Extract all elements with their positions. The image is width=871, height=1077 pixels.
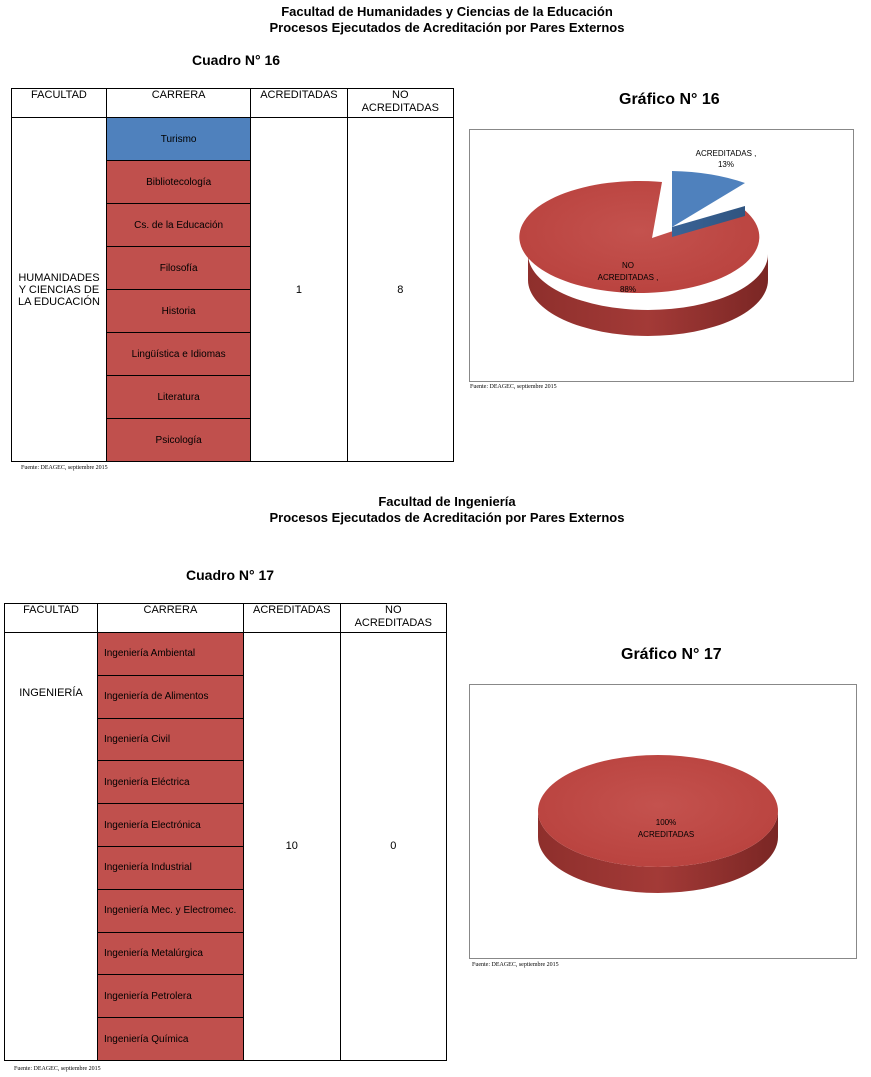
table17-source: Fuente: DEAGEC, septiembre 2015 — [14, 1066, 101, 1072]
facultad-cell: HUMANIDADES Y CIENCIAS DE LA EDUCACIÓN — [12, 118, 107, 462]
acreditadas-value: 10 — [243, 633, 340, 1061]
chart-17-frame — [469, 684, 857, 959]
career-cell: Ingeniería Metalúrgica — [97, 932, 243, 975]
career-cell: Ingeniería Eléctrica — [97, 761, 243, 804]
career-cell: Lingüística e Idiomas — [106, 333, 250, 376]
career-cell: Literatura — [106, 376, 250, 419]
chart-16-frame — [469, 129, 854, 382]
header-acreditadas: ACREDITADAS — [251, 89, 347, 118]
label-no-line1: NO — [622, 261, 634, 270]
label-acreditadas-pct: 13% — [717, 160, 735, 169]
header-facultad: FACULTAD — [12, 89, 107, 118]
acreditadas-value: 1 — [251, 118, 347, 462]
chart-17 — [470, 685, 856, 958]
career-cell: Ingeniería Mec. y Electromec. — [97, 889, 243, 932]
career-cell: Psicología — [106, 419, 250, 462]
header-acreditadas: ACREDITADAS — [243, 604, 340, 633]
career-cell: Historia — [106, 290, 250, 333]
career-cell: Cs. de la Educación — [106, 204, 250, 247]
facultad-cell — [5, 633, 98, 1061]
header-no-acreditadas: NO ACREDITADAS — [347, 89, 453, 118]
facultad-label: INGENIERÍA — [19, 687, 83, 699]
label-no-pct: 88% — [619, 285, 637, 294]
career-cell: Ingeniería Electrónica — [97, 804, 243, 847]
section2-title — [0, 494, 871, 526]
table-humanidades — [11, 88, 454, 462]
chart17-source: Fuente: DEAGEC, septiembre 2015 — [472, 962, 559, 968]
table-ingenieria — [4, 603, 447, 1061]
no-acreditadas-value: 0 — [340, 633, 446, 1061]
section1-title-line2: Procesos Ejecutados de Acreditación por Pares Externos — [269, 20, 625, 35]
career-cell: Ingeniería Ambiental — [97, 633, 243, 676]
grafico-16-label: Gráfico N° 16 — [619, 91, 720, 108]
cuadro-17-label: Cuadro N° 17 — [186, 567, 275, 583]
header-no-acreditadas: NO ACREDITADAS — [340, 604, 446, 633]
career-cell: Bibliotecología — [106, 161, 250, 204]
career-cell: Ingeniería Química — [97, 1018, 243, 1061]
cuadro-16-label: Cuadro N° 16 — [192, 52, 281, 68]
slice-acreditadas — [538, 755, 778, 867]
table16-source: Fuente: DEAGEC, septiembre 2015 — [21, 465, 108, 471]
no-acreditadas-value: 8 — [347, 118, 453, 462]
career-cell: Turismo — [106, 118, 250, 161]
header-carrera: CARRERA — [97, 604, 243, 633]
career-cell: Filosofía — [106, 247, 250, 290]
section2-title-line2: Procesos Ejecutados de Acreditación por Pares Externos — [269, 510, 625, 525]
grafico-17-label: Gráfico N° 17 — [621, 646, 722, 663]
career-cell: Ingeniería Industrial — [97, 846, 243, 889]
section2-title-line1: Facultad de Ingeniería — [378, 494, 516, 509]
label-acreditadas: ACREDITADAS — [637, 830, 695, 839]
chart16-source: Fuente: DEAGEC, septiembre 2015 — [470, 384, 557, 390]
header-facultad: FACULTAD — [5, 604, 98, 633]
career-cell: Ingeniería Civil — [97, 718, 243, 761]
career-cell: Ingeniería Petrolera — [97, 975, 243, 1018]
section1-title-line1: Facultad de Humanidades y Ciencias de la Educación — [281, 4, 613, 19]
header-carrera: CARRERA — [106, 89, 250, 118]
section1-title — [0, 4, 871, 36]
career-cell: Ingeniería de Alimentos — [97, 675, 243, 718]
chart-16 — [470, 130, 853, 381]
label-pct: 100% — [655, 818, 677, 827]
label-no-line2: ACREDITADAS , — [597, 273, 659, 282]
label-acreditadas-line1: ACREDITADAS , — [695, 149, 757, 158]
